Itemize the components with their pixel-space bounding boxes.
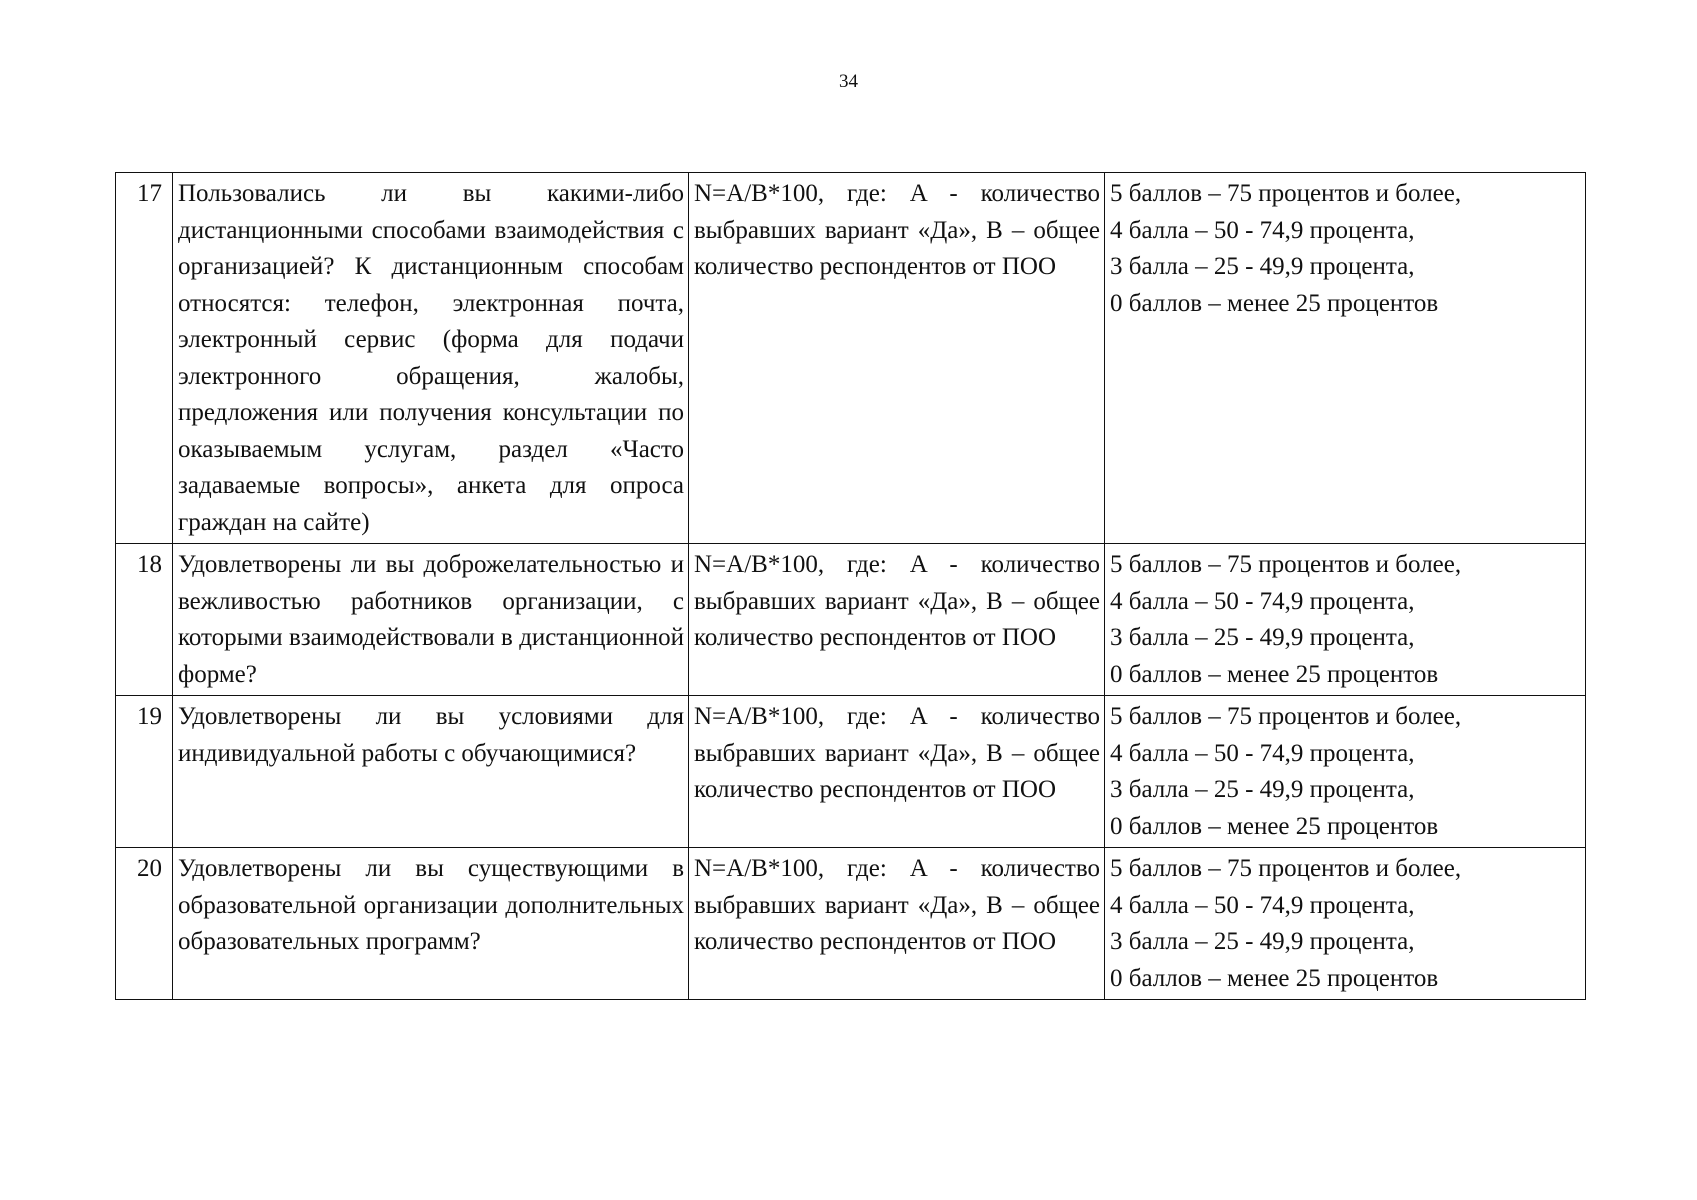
scale-line: 5 баллов – 75 процентов и более,	[1110, 855, 1462, 882]
scale-line: 4 балла – 50 - 74,9 процента,	[1110, 587, 1415, 615]
scale-line: 0 баллов – менее 25 процентов	[1110, 812, 1439, 840]
scale-line: 3 балла – 25 - 49,9 процента,	[1110, 624, 1415, 651]
scale-line: 5 баллов – 75 процентов и более,	[1110, 180, 1462, 207]
scale-cell	[1105, 848, 1586, 1000]
question-cell: Пользовались ли вы какими-либо дистанционными способами взаимодействия с организацией? К дистанционным способам относятся: телефон, электронная почта, электронный сервис (форма для подачи электронного обращения, жалобы, предложения или получения консультации по оказываемым услугам, раздел «Часто задаваемые вопросы», анкета для опроса граждан на сайте)	[173, 173, 689, 544]
scale-cell	[1105, 173, 1586, 544]
scale-line: 4 балла – 50 - 74,9 процента,	[1110, 891, 1415, 919]
question-cell: Удовлетворены ли вы условиями для индивидуальной работы с обучающимися?	[173, 696, 689, 848]
scale-line: 0 баллов – менее 25 процентов	[1110, 289, 1439, 317]
row-number: 18	[116, 544, 173, 696]
table-row	[116, 848, 1586, 1000]
formula-cell: N=A/B*100, где: A - количество выбравших вариант «Да», B – общее количество респондентов от ПОО	[689, 173, 1105, 544]
formula-cell: N=A/B*100, где: A - количество выбравших вариант «Да», B – общее количество респондентов от ПОО	[689, 848, 1105, 1000]
scale-line: 4 балла – 50 - 74,9 процента,	[1110, 739, 1415, 767]
question-cell: Удовлетворены ли вы доброжелательностью и вежливостью работников организации, с которыми взаимодействовали в дистанционной форме?	[173, 544, 689, 696]
row-number: 20	[116, 848, 173, 1000]
scale-cell	[1105, 696, 1586, 848]
formula-cell: N=A/B*100, где: A - количество выбравших вариант «Да», B – общее количество респондентов от ПОО	[689, 696, 1105, 848]
scale-line: 3 балла – 25 - 49,9 процента,	[1110, 928, 1415, 955]
table-row	[116, 173, 1586, 544]
scale-line: 5 баллов – 75 процентов и более,	[1110, 551, 1462, 578]
page-number: 34	[839, 71, 858, 92]
table-row	[116, 696, 1586, 848]
criteria-table	[115, 172, 1586, 1000]
scale-line: 0 баллов – менее 25 процентов	[1110, 660, 1439, 688]
question-cell: Удовлетворены ли вы существующими в образовательной организации дополнительных образовательных программ?	[173, 848, 689, 1000]
row-number: 19	[116, 696, 173, 848]
scale-line: 0 баллов – менее 25 процентов	[1110, 964, 1439, 992]
formula-cell: N=A/B*100, где: A - количество выбравших вариант «Да», B – общее количество респондентов от ПОО	[689, 544, 1105, 696]
scale-line: 5 баллов – 75 процентов и более,	[1110, 703, 1462, 730]
table-row	[116, 544, 1586, 696]
scale-line: 3 балла – 25 - 49,9 процента,	[1110, 776, 1415, 803]
row-number: 17	[116, 173, 173, 544]
scale-line: 4 балла – 50 - 74,9 процента,	[1110, 216, 1415, 244]
scale-cell	[1105, 544, 1586, 696]
scale-line: 3 балла – 25 - 49,9 процента,	[1110, 253, 1415, 280]
